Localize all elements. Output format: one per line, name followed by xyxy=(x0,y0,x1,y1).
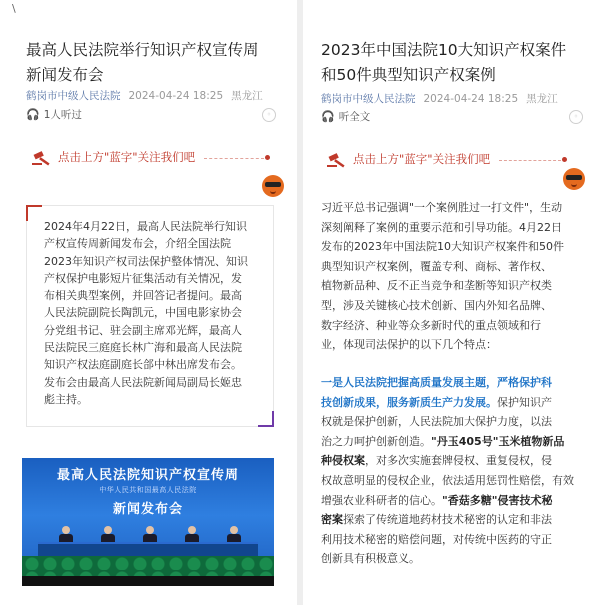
more-icon[interactable]: ◦ xyxy=(262,108,276,122)
audience-shadow xyxy=(22,576,274,586)
mascot-icon xyxy=(563,168,585,190)
text-line: 2024年4月22日，最高人民法院举行知识 xyxy=(44,220,247,233)
listen-count: 1人听过 xyxy=(43,109,82,121)
text-line: 2023年知识产权司法保护整体情况、知识 xyxy=(44,254,248,268)
text-span: 治之力呵护创新创造。 xyxy=(321,434,431,448)
text-line: 人民法院副院长陶凯元，中国电影家协会 xyxy=(44,306,242,320)
photo-banner-caption: 中华人民共和国最高人民法院 xyxy=(99,486,197,494)
listen-button[interactable] xyxy=(26,107,82,122)
photo-banner-subtitle: 新闻发布会 xyxy=(112,502,183,517)
corner-decoration xyxy=(26,205,42,221)
right-article xyxy=(303,0,600,605)
title-line-2: 和50件典型知识产权案例 xyxy=(321,66,496,84)
case-name: "丹玉405号" xyxy=(431,434,499,448)
dashed-line xyxy=(204,158,264,160)
location: 黑龙江 xyxy=(231,90,263,102)
publish-date: 2024-04-24 18:25 xyxy=(128,90,224,102)
text-line: 权就是保护创新，人民法院加大保护力度，以法 xyxy=(321,415,552,429)
text-span: 增强农业科研者的信心。 xyxy=(321,493,442,507)
publish-date: 2024-04-24 18:25 xyxy=(423,93,519,105)
listen-label: 听全文 xyxy=(338,111,371,123)
text-line: 产权保护电影短片征集活动有关情况，发 xyxy=(44,271,242,285)
summary-text xyxy=(44,218,264,408)
text-line: 植物新品种、反不正当竞争和垄断等知识产权类 xyxy=(321,279,552,293)
text-line: 民法院民三庭庭长林广海和最高人民法院 xyxy=(44,341,242,355)
title-line-2: 新闻发布会 xyxy=(26,66,104,84)
source-link[interactable]: 鹤岗市中级人民法院 xyxy=(321,93,416,105)
follow-text: 点击上方"蓝字"关注我们吧 xyxy=(353,152,491,166)
point-one-paragraph xyxy=(321,373,586,569)
text-span: 探索了传统道地药材技术秘密的认定和非法 xyxy=(343,513,552,527)
listen-full-button[interactable] xyxy=(321,109,370,124)
case-name: 侵害技术秘 xyxy=(497,493,553,507)
text-line: 业，体现司法保护的以下几个特点： xyxy=(321,338,497,352)
text-line: 深刻阐释了案例的重要示范和引导功能。4月22日 xyxy=(321,220,562,234)
article-meta xyxy=(26,88,263,103)
text-span: ，对多次实施套牌侵权、重复侵权，侵 xyxy=(365,454,552,468)
title-line-1: 最高人民法院举行知识产权宣传周 xyxy=(26,41,259,59)
corner-decoration xyxy=(258,411,274,427)
dot-end xyxy=(562,157,567,162)
highlight-line: 技创新成果，服务新质生产力发展。 xyxy=(321,395,497,409)
title-line-1: 2023年中国法院10大知识产权案件 xyxy=(321,41,567,59)
more-icon[interactable]: ◦ xyxy=(569,110,583,124)
text-line: 典型知识产权案例，覆盖专利、商标、著作权、 xyxy=(321,259,552,273)
article-title xyxy=(26,38,286,88)
case-name: 种侵权案 xyxy=(321,454,365,468)
headphones-icon: 🎧 xyxy=(321,110,335,123)
text-line: 产权宣传周新闻发布会，介绍全国法院 xyxy=(44,237,231,251)
text-span: 保护知识产 xyxy=(497,395,552,409)
intro-paragraph xyxy=(321,198,586,355)
headphones-icon: 🎧 xyxy=(26,108,40,121)
case-name: 玉米植物新品 xyxy=(498,434,565,448)
follow-banner[interactable] xyxy=(32,148,282,168)
text-line: 利用技术秘密的赔偿问题，对传统中医药的守正 xyxy=(321,532,552,546)
left-article xyxy=(0,0,297,605)
text-line: 习近平总书记强调"一个案例胜过一打文件"，生动 xyxy=(321,201,563,214)
text-line: 数字经济、种业等众多新时代的重点领域和行 xyxy=(321,318,541,332)
text-line: 创新具有积极意义。 xyxy=(321,552,420,566)
case-name: 密案 xyxy=(321,513,343,527)
follow-text: 点击上方"蓝字"关注我们吧 xyxy=(58,150,196,164)
gavel-icon xyxy=(327,152,347,168)
text-line: 分党组书记、驻会副主席邓光辉，最高人 xyxy=(44,323,242,337)
case-name: "香菇多糖" xyxy=(442,493,498,507)
source-link[interactable]: 鹤岗市中级人民法院 xyxy=(26,90,121,102)
gavel-icon xyxy=(32,150,52,166)
photo-banner-title: 最高人民法院知识产权宣传周 xyxy=(56,468,239,483)
mascot-icon xyxy=(262,175,284,197)
text-line: 权故意明显的侵权企业，依法适用惩罚性赔偿，有效 xyxy=(321,473,574,487)
summary-card xyxy=(26,205,274,427)
dot-end xyxy=(265,155,270,160)
article-meta xyxy=(321,91,558,106)
text-line: 发布会由最高人民法院新闻局副局长姬忠 xyxy=(44,375,242,389)
location: 黑龙江 xyxy=(526,93,558,105)
dashed-line xyxy=(499,160,561,162)
back-mark[interactable]: \ xyxy=(12,2,16,15)
text-line: 知识产权法庭副庭长郃中林出席发布会。 xyxy=(44,358,242,372)
press-conference-photo[interactable] xyxy=(22,458,274,586)
article-title xyxy=(321,38,596,88)
highlight-line: 一是人民法院把握高质量发展主题，严格保护科 xyxy=(321,376,552,389)
text-line: 彪主持。 xyxy=(44,392,88,406)
text-line: 型，涉及关键核心技术创新、国内外知名品牌、 xyxy=(321,298,552,312)
text-line: 布相关典型案例，并回答记者提问。最高 xyxy=(44,289,242,303)
text-line: 发布的2023年中国法院10大知识产权案件和50件 xyxy=(321,240,564,254)
follow-banner[interactable] xyxy=(327,150,587,170)
